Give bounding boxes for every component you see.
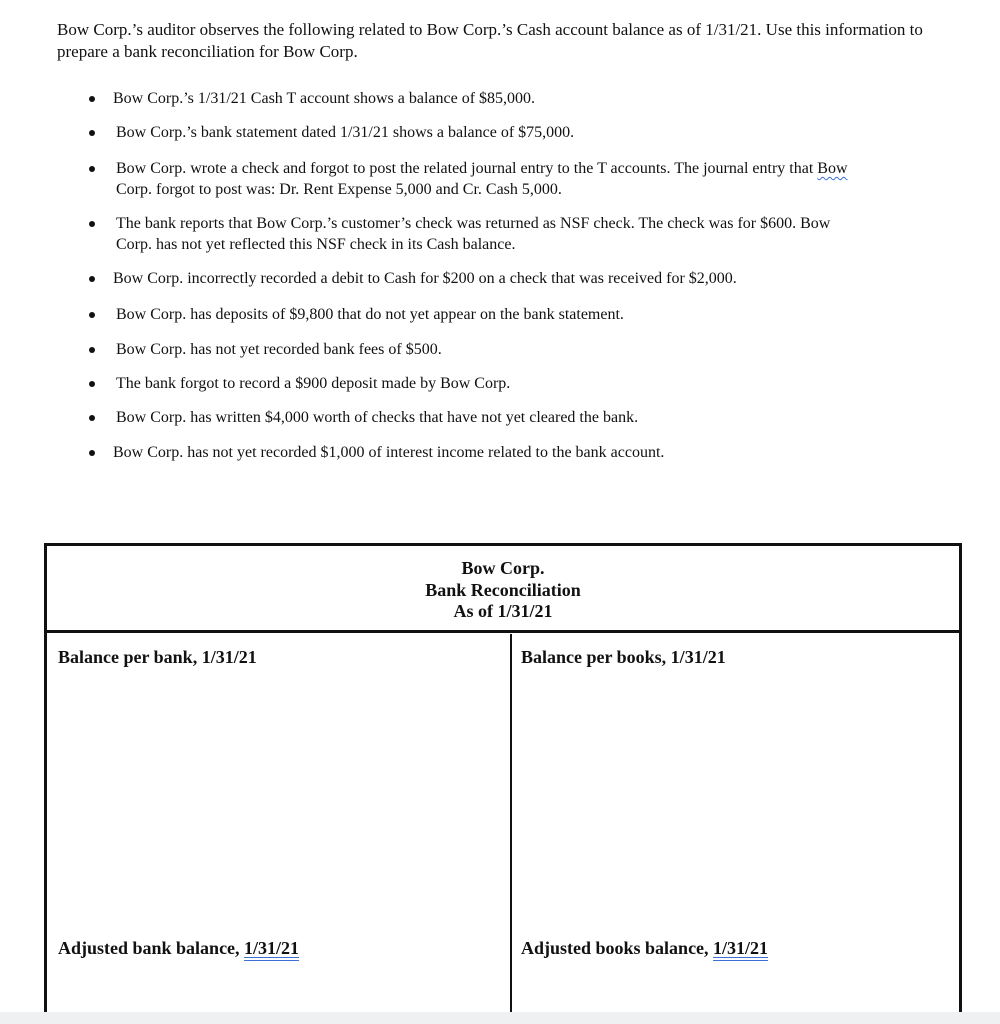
list-item-text: The bank forgot to record a $900 deposit made by Bow Corp.	[116, 375, 511, 392]
list-item-text: Bow Corp. has not yet recorded $1,000 of interest income related to the bank account.	[113, 444, 665, 461]
bullet-icon	[89, 415, 95, 421]
bullet-icon	[89, 450, 95, 456]
adjusted-bank-balance-label	[58, 937, 299, 959]
list-item-text: Bow Corp. incorrectly recorded a debit to Cash for $200 on a check that was received for $2,000.	[113, 270, 737, 287]
list-item	[116, 158, 976, 200]
table-header	[47, 546, 959, 633]
intro-paragraph: Bow Corp.’s auditor observes the following related to Bow Corp.’s Cash account balance as of 1/31/21. Use this information to prepare a bank reconciliation for Bow Corp.	[57, 20, 923, 61]
list-item-text: Corp. forgot to post was: Dr. Rent Expense 5,000 and Cr. Cash 5,000.	[116, 181, 562, 198]
list-item	[116, 373, 956, 394]
spellcheck-word: Bow	[817, 160, 848, 177]
list-item	[116, 304, 956, 325]
list-item	[116, 213, 976, 255]
bank-reconciliation-table	[44, 543, 962, 1015]
statement-date: As of 1/31/21	[453, 601, 553, 621]
company-name: Bow Corp.	[461, 558, 545, 578]
bullet-icon	[89, 130, 95, 136]
bullet-icon	[89, 221, 95, 227]
bullet-icon	[89, 166, 95, 172]
page-bottom-strip	[0, 1012, 1000, 1024]
list-item	[116, 407, 956, 428]
list-item	[113, 442, 953, 463]
bullet-icon	[89, 347, 95, 353]
bullet-icon	[89, 276, 95, 282]
bullet-icon	[89, 96, 95, 102]
list-item	[116, 339, 956, 360]
balance-per-bank-label: Balance per bank, 1/31/21	[58, 647, 257, 667]
list-item-text: Bow Corp. has written $4,000 worth of checks that have not yet cleared the bank.	[116, 409, 639, 426]
list-item	[113, 88, 953, 109]
bullet-icon	[89, 312, 95, 318]
list-item-text: The bank reports that Bow Corp.’s customer’s check was returned as NSF check. The check was for $600. Bow	[116, 215, 831, 232]
adjusted-books-date: 1/31/21	[713, 938, 769, 958]
column-divider	[510, 634, 512, 1012]
adjusted-bank-prefix: Adjusted bank balance,	[58, 938, 245, 958]
list-item-text: Corp. has not yet reflected this NSF check in its Cash balance.	[116, 236, 516, 253]
list-item-text: Bow Corp. wrote a check and forgot to post the related journal entry to the T accounts. The journal entry that	[116, 160, 818, 177]
list-item-text: Bow Corp.’s 1/31/21 Cash T account shows a balance of $85,000.	[113, 90, 536, 107]
statement-title: Bank Reconciliation	[425, 579, 581, 600]
list-item	[113, 268, 953, 289]
list-item	[116, 122, 956, 143]
adjusted-books-prefix: Adjusted books balance,	[521, 938, 714, 958]
adjusted-bank-date: 1/31/21	[244, 938, 300, 958]
bullet-icon	[89, 381, 95, 387]
list-item-text: Bow Corp. has deposits of $9,800 that do not yet appear on the bank statement.	[116, 306, 624, 323]
balance-per-books-label: Balance per books, 1/31/21	[521, 647, 726, 667]
adjusted-books-balance-label	[521, 937, 768, 959]
list-item-text: Bow Corp. has not yet recorded bank fees of $500.	[116, 341, 442, 358]
list-item-text: Bow Corp.’s bank statement dated 1/31/21 shows a balance of $75,000.	[116, 124, 575, 141]
